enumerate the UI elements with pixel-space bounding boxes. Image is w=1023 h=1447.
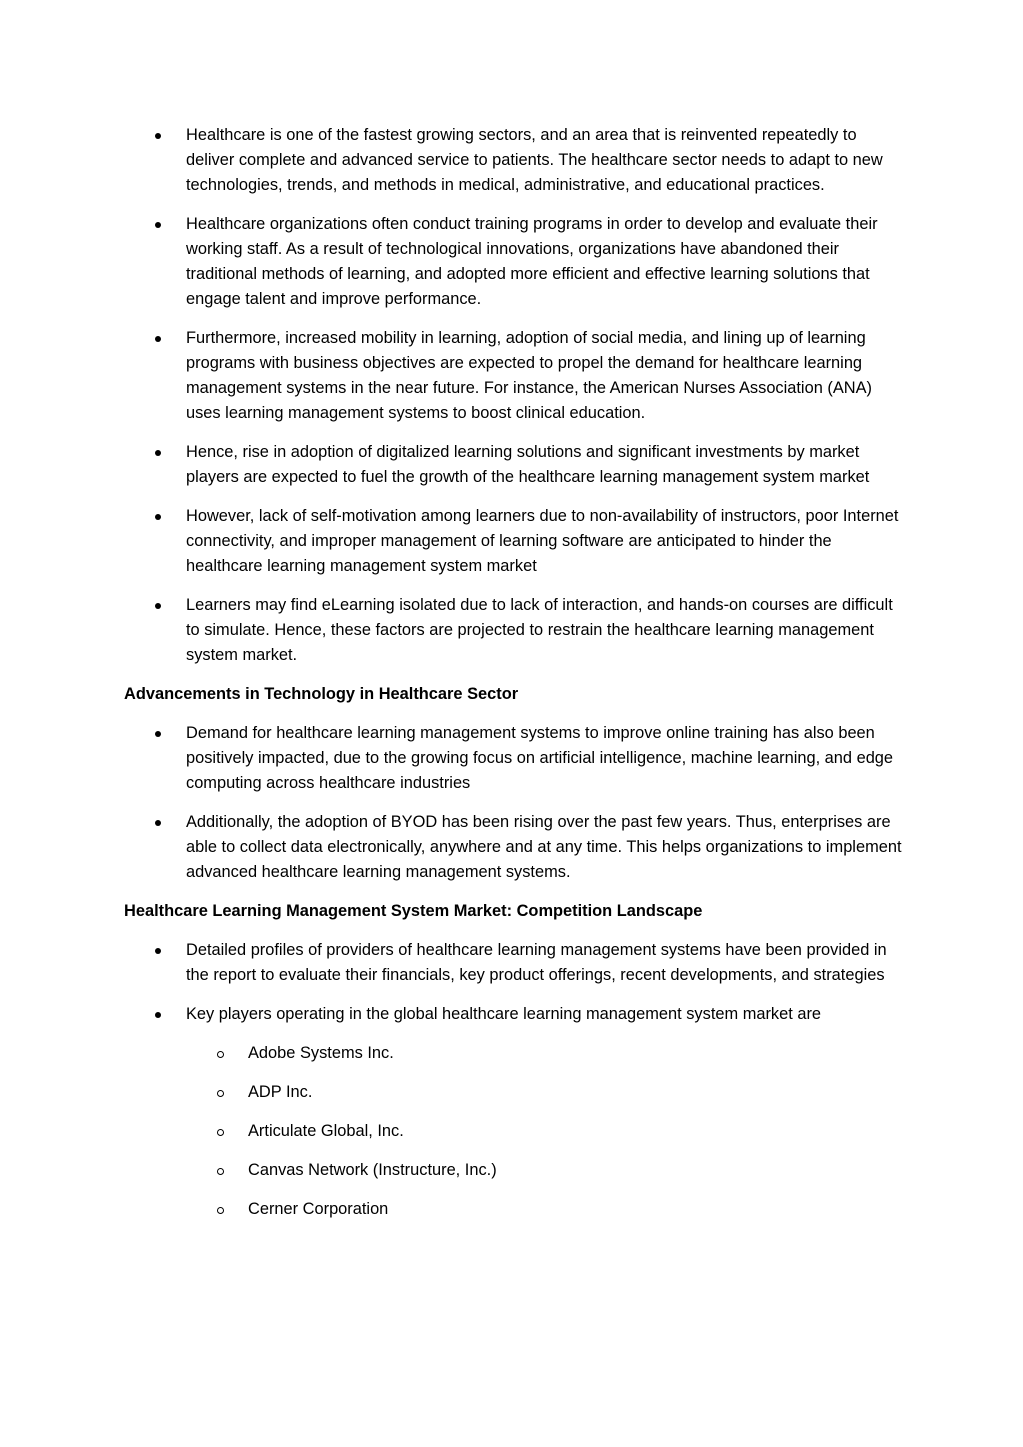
market-overview-list: [124, 123, 904, 668]
bullet-icon: [155, 1012, 161, 1018]
circle-bullet-icon: [217, 1051, 224, 1058]
list-item: [124, 504, 904, 579]
section-heading-technology: Advancements in Technology in Healthcare Sector: [124, 685, 519, 703]
bullet-icon: [155, 450, 161, 456]
list-item: [124, 1002, 904, 1027]
list-item-text: Hence, rise in adoption of digitalized learning solutions and significant investments by market players are expected to fuel the growth of the healthcare learning management system market: [186, 443, 870, 486]
section-heading-competition: Healthcare Learning Management System Market: Competition Landscape: [124, 902, 703, 920]
list-item: [124, 326, 904, 426]
key-player-item: [124, 1158, 904, 1183]
bullet-icon: [155, 731, 161, 737]
bullet-icon: [155, 133, 161, 139]
key-player-name: Cerner Corporation: [248, 1200, 389, 1218]
list-item-text: Furthermore, increased mobility in learning, adoption of social media, and lining up of learning programs with business objectives are expected to propel the demand for healthcare learning management systems in the near future. For instance, the American Nurses Association (ANA) uses learning management systems to boost clinical education.: [186, 329, 872, 422]
circle-bullet-icon: [217, 1207, 224, 1214]
technology-list: [124, 721, 904, 885]
list-item-text: Demand for healthcare learning management systems to improve online training has also been positively impacted, due to the growing focus on artificial intelligence, machine learning, and edge computing across healthcare industries: [186, 724, 894, 792]
circle-bullet-icon: [217, 1168, 224, 1175]
key-player-name: Adobe Systems Inc.: [248, 1044, 394, 1062]
list-item: [124, 212, 904, 312]
document-body: [124, 123, 904, 1236]
key-player-item: [124, 1080, 904, 1105]
list-item-text: Key players operating in the global healthcare learning management system market are: [186, 1005, 822, 1023]
list-item-text: However, lack of self-motivation among learners due to non-availability of instructors, poor Internet connectivity, and improper management of learning software are anticipated to hinder the healthcare learning management system market: [186, 507, 899, 575]
key-player-item: [124, 1119, 904, 1144]
circle-bullet-icon: [217, 1129, 224, 1136]
key-player-item: [124, 1041, 904, 1066]
bullet-icon: [155, 820, 161, 826]
list-item-text: Learners may find eLearning isolated due to lack of interaction, and hands-on courses are difficult to simulate. Hence, these factors are projected to restrain the healthcare learning management system market.: [186, 596, 893, 664]
bullet-icon: [155, 336, 161, 342]
key-player-name: Articulate Global, Inc.: [248, 1122, 404, 1140]
list-item: [124, 440, 904, 490]
key-players-list: [124, 1041, 904, 1222]
list-item-text: Healthcare is one of the fastest growing sectors, and an area that is reinvented repeatedly to deliver complete and advanced service to patients. The healthcare sector needs to adapt to new technologies, trends, and methods in medical, administrative, and educational practices.: [186, 126, 883, 194]
bullet-icon: [155, 514, 161, 520]
list-item-text: Detailed profiles of providers of healthcare learning management systems have been provided in the report to evaluate their financials, key product offerings, recent developments, and strategies: [186, 941, 887, 984]
competition-list: [124, 938, 904, 1027]
list-item-text: Additionally, the adoption of BYOD has been rising over the past few years. Thus, enterprises are able to collect data electronically, anywhere and at any time. This helps organizations to implement advanced healthcare learning management systems.: [186, 813, 902, 881]
list-item: [124, 123, 904, 198]
bullet-icon: [155, 948, 161, 954]
list-item: [124, 593, 904, 668]
key-player-name: Canvas Network (Instructure, Inc.): [248, 1161, 497, 1179]
key-player-name: ADP Inc.: [248, 1083, 313, 1101]
key-player-item: [124, 1197, 904, 1222]
bullet-icon: [155, 222, 161, 228]
list-item: [124, 938, 904, 988]
list-item-text: Healthcare organizations often conduct training programs in order to develop and evaluate their working staff. As a result of technological innovations, organizations have abandoned their traditional methods of learning, and adopted more efficient and effective learning solutions that engage talent and improve performance.: [186, 215, 878, 308]
bullet-icon: [155, 603, 161, 609]
list-item: [124, 721, 904, 796]
list-item: [124, 810, 904, 885]
circle-bullet-icon: [217, 1090, 224, 1097]
